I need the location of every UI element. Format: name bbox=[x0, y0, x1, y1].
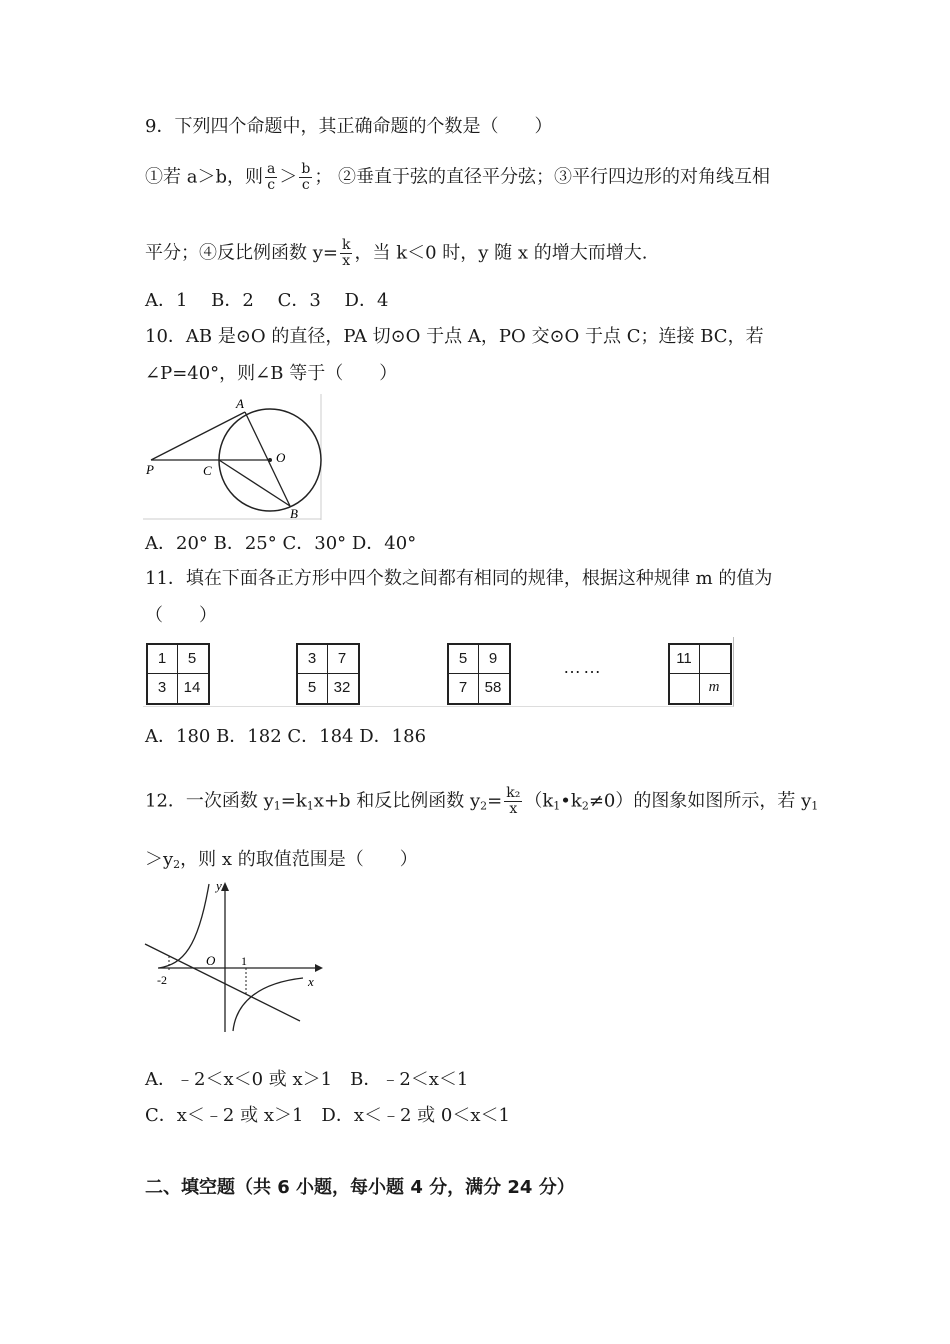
q11-stem-1: 11．填在下面各正方形中四个数之间都有相同的规律，根据这种规律 m 的值为 bbox=[145, 568, 773, 589]
label-y: y bbox=[216, 878, 222, 893]
q10-circle-figure bbox=[143, 394, 323, 520]
number-square: 11 m bbox=[668, 643, 732, 705]
label-1: 1 bbox=[241, 954, 247, 968]
frac-b-over-c: $\frac{b}{c}$ bbox=[301, 161, 311, 193]
q9-line2-b: ； ②垂直于弦的直径平分弦；③平行四边形的对角线互相 bbox=[314, 166, 771, 188]
q11-stem-2: （ ） bbox=[145, 605, 217, 626]
label-p: P bbox=[146, 462, 154, 477]
label-c: C bbox=[203, 463, 212, 478]
q9-line2 bbox=[145, 162, 770, 193]
frac-k2-over-x: $\frac{\text{k₂}}{x}$ bbox=[506, 785, 521, 817]
label-origin: O bbox=[206, 953, 216, 968]
q10-stem-1: 10．AB 是⊙O 的直径，PA 切⊙O 于点 A，PO 交⊙O 于点 C；连接 BC，若 bbox=[145, 326, 764, 347]
q10-stem-2: ∠P=40°，则∠B 等于（ ） bbox=[145, 363, 398, 384]
number-square: 3 7 5 32 bbox=[296, 643, 360, 705]
label-o: O bbox=[276, 450, 286, 465]
frac-a-over-c: $\frac{a}{c}$ bbox=[266, 161, 276, 193]
label-x: x bbox=[308, 974, 314, 989]
frac-k-over-x: $\frac{k}{x}$ bbox=[341, 237, 351, 269]
q9-line3 bbox=[145, 238, 647, 269]
label-neg2: -2 bbox=[157, 973, 167, 987]
center-point bbox=[268, 458, 272, 462]
q9-options: A．1 B．2 C．3 D．4 bbox=[145, 290, 389, 311]
q12-options-ab: A．﹣2＜x＜0 或 x＞1 B．﹣2＜x＜1 bbox=[145, 1069, 469, 1090]
q12-graph-figure bbox=[143, 878, 323, 1034]
x-axis-arrow-icon bbox=[315, 964, 323, 972]
number-square: 5 9 7 58 bbox=[447, 643, 511, 705]
line-y1 bbox=[145, 944, 300, 1021]
q12-stem-2: $>y_2$，则 x 的取值范围是（ ） bbox=[145, 849, 418, 871]
q11-squares-row bbox=[143, 637, 734, 707]
section-2-heading: 二、填空题（共 6 小题，每小题 4 分，满分 24 分） bbox=[145, 1177, 575, 1198]
label-a: A bbox=[236, 396, 244, 411]
q11-options: A．180 B．182 C．184 D．186 bbox=[145, 726, 427, 747]
q9-line3-a: 平分；④反比例函数 y= bbox=[145, 242, 338, 264]
tangent-pa bbox=[151, 412, 245, 460]
y-axis-arrow-icon bbox=[221, 882, 229, 891]
q9-line3-b: ，当 k＜0 时，y 随 x 的增大而增大. bbox=[354, 242, 648, 264]
q12-options-cd: C．x＜﹣2 或 x＞1 D．x＜﹣2 或 0＜x＜1 bbox=[145, 1105, 510, 1126]
q12-stem-1: 12．一次函数 $y_1=k_1x+b$ 和反比例函数 $y_2=$ $\frac{\text{k₂}}{x}$ $(k_1•k_2\ne 0)$的图象如图所示，若 $y_1$ bbox=[145, 785, 819, 817]
number-square: 1 5 3 14 bbox=[146, 643, 210, 705]
q9-line2-a: ①若 a＞b，则 bbox=[145, 166, 263, 188]
q10-options: A．20° B．25° C．30° D．40° bbox=[145, 533, 417, 554]
ellipsis: …… bbox=[563, 657, 603, 677]
label-b: B bbox=[290, 506, 298, 520]
gt-sign: ＞ bbox=[279, 166, 298, 188]
q9-stem: 9．下列四个命题中，其正确命题的个数是（ ） bbox=[145, 116, 553, 137]
